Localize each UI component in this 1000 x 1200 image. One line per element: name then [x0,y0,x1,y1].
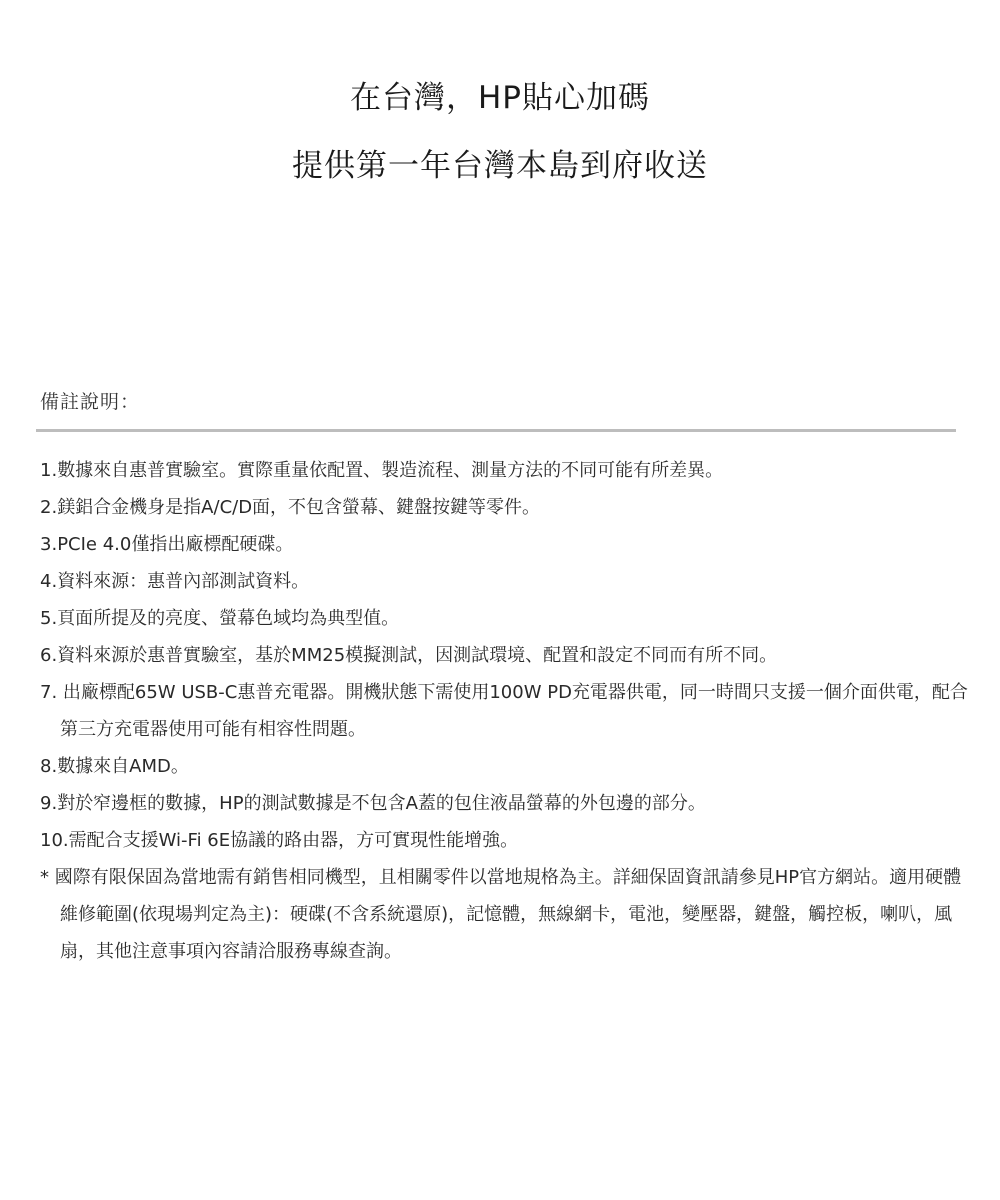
note-number: 9. [40,793,58,814]
note-number: 7. [40,682,63,703]
notes-divider [36,429,956,432]
note-item-10 [40,822,970,859]
note-text: 對於窄邊框的數據，HP的測試數據是不包含A蓋的包住液晶螢幕的外包邊的部分。 [57,793,706,814]
note-text: 鎂鋁合金機身是指A/C/D面，不包含螢幕、鍵盤按鍵等零件。 [57,497,541,518]
note-item-8 [40,748,970,785]
note-item-6 [40,637,970,674]
hero-headline: 在台灣，HP貼心加碼 [349,80,650,116]
notes-list [40,452,970,970]
note-item-3 [40,526,970,563]
note-item-4 [40,563,970,600]
note-item-7 [40,674,970,748]
note-number: 1. [40,460,58,481]
hero-subheadline: 提供第一年台灣本島到府收送 [292,148,708,184]
note-number: 10. [40,830,69,851]
notes-title: 備註說明： [40,391,141,413]
note-text: 國際有限保固為當地需有銷售相同機型，且相關零件以當地規格為主。詳細保固資訊請參見HP官方網站。適用硬體維修範圍(依現場判定為主)：硬碟(不含系統還原)，記憶體，無線網卡，電池，變壓器，鍵盤，觸控板，喇叭，風扇，其他注意事項內容請洽服務專線查詢。 [54,867,962,962]
note-text: 資料來源於惠普實驗室，基於MM25模擬測試，因測試環境、配置和設定不同而有所不同。 [57,645,778,666]
note-number: 4. [40,571,58,592]
note-text: 資料來源：惠普內部測試資料。 [57,571,310,592]
note-number: 2. [40,497,58,518]
hero-section [0,78,1000,186]
note-number: 3. [40,534,58,555]
note-text: 需配合支援Wi-Fi 6E協議的路由器，方可實現性能增強。 [68,830,519,851]
note-text: 頁面所提及的亮度、螢幕色域均為典型值。 [57,608,400,629]
note-item-9 [40,785,970,822]
note-number: 8. [40,756,58,777]
note-warranty [40,859,970,970]
note-item-1 [40,452,970,489]
note-number: 5. [40,608,58,629]
note-asterisk: * [40,867,55,888]
note-text: 出廠標配65W USB-C惠普充電器。開機狀態下需使用100W PD充電器供電，同一時間只支援一個介面供電，配合第三方充電器使用可能有相容性問題。 [60,682,968,740]
note-text: 數據來自AMD。 [57,756,189,777]
note-item-2 [40,489,970,526]
note-number: 6. [40,645,58,666]
note-item-5 [40,600,970,637]
note-text: 數據來自惠普實驗室。實際重量依配置、製造流程、測量方法的不同可能有所差異。 [57,460,724,481]
note-text: PCIe 4.0僅指出廠標配硬碟。 [57,534,294,555]
